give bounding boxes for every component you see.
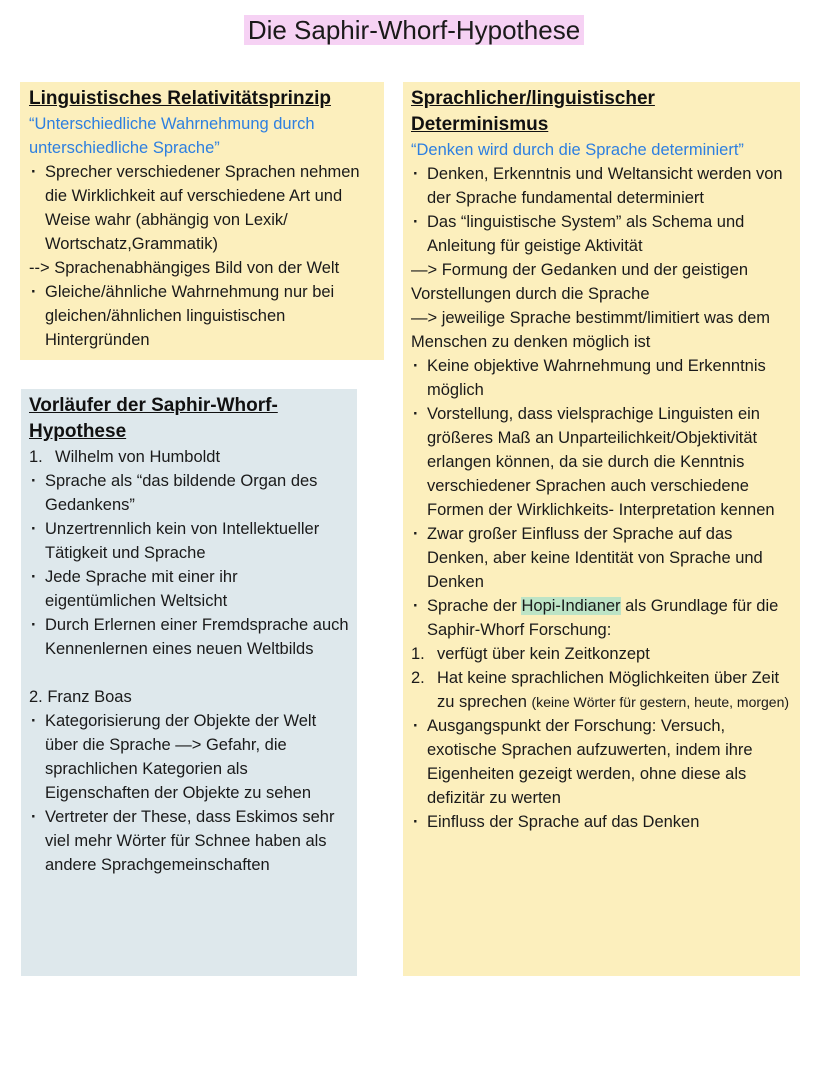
spacer [29,661,351,685]
numbered-item: 2. Franz Boas [29,688,132,706]
list-item [411,594,794,642]
item-text: Hat keine sprachlichen Möglichkeiten über Zeit zu sprechen [437,669,780,711]
determinism-quote: “Denken wird durch die Sprache determiniert” [411,141,744,159]
arrow-note: —> Formung der Gedanken und der geistigen Vorstellungen durch die Sprache [411,261,749,303]
page-title [0,12,828,48]
item-text: verfügt über kein Zeitkonzept [437,645,650,663]
item-text: Wilhelm von Humboldt [55,448,221,466]
list-item: · Vorstellung, dass vielsprachige Linguisten ein größeres Maß an Unparteilichkeit/Objektivität erlangen können, da sie durch die Kenntnis verschiedener Sprachen auch verschiedene Formen der Wirklichkeits- Interpretation kennen [411,402,794,522]
relativity-heading: Linguistisches Relativitätsprinzip [29,88,331,109]
list-item: · Sprache als “das bildende Organ des Gedankens” [29,469,351,517]
box-predecessors [21,389,357,976]
numbered-item [29,445,351,469]
arrow-note: --> Sprachenabhängiges Bild von der Welt [29,259,340,277]
list-item: · Zwar großer Einfluss der Sprache auf das Denken, aber keine Identität von Sprache und Denken [411,522,794,594]
highlight-hopi: Hopi-Indianer [521,597,621,615]
list-item: · Das “linguistische System” als Schema und Anleitung für geistige Aktivität [411,210,794,258]
box-determinism [403,82,800,976]
arrow-note: —> jeweilige Sprache bestimmt/limitiert was dem Menschen zu denken möglich ist [411,309,770,351]
list-item: · Keine objektive Wahrnehmung und Erkenntnis möglich [411,354,794,402]
list-item: · Kategorisierung der Objekte der Welt über die Sprache —> Gefahr, die sprachlichen Kategorien als Eigenschaften der Objekte zu sehen [29,709,351,805]
list-item: · Sprecher verschiedener Sprachen nehmen die Wirklichkeit auf verschiedene Art und Weise wahr (abhängig von Lexik/ Wortschatz,Grammatik) [29,160,378,256]
list-item: · Vertreter der These, dass Eskimos sehr viel mehr Wörter für Schnee haben als andere Sprachgemeinschaften [29,805,351,877]
item-note: (keine Wörter für gestern, heute, morgen) [531,694,790,710]
item-text: Sprache der [427,597,522,615]
box-relativity-principle [20,82,384,360]
list-item: · Denken, Erkenntnis und Weltansicht werden von der Sprache fundamental determiniert [411,162,794,210]
list-item: · Ausgangspunkt der Forschung: Versuch, exotische Sprachen aufzuwerten, indem ihre Eigenheiten gezeigt werden, ohne diese als defizitär zu werten [411,714,794,810]
list-item: · Unzertrennlich kein von Intellektueller Tätigkeit und Sprache [29,517,351,565]
numbered-item [411,666,794,714]
predecessors-heading: Vorläufer der Saphir-Whorf-Hypothese [29,395,278,442]
numbered-item [411,642,794,666]
list-item: · Einfluss der Sprache auf das Denken [411,810,794,834]
item-number: 2. [411,669,425,687]
list-item: · Gleiche/ähnliche Wahrnehmung nur bei gleichen/ähnlichen linguistischen Hintergründen [29,280,378,352]
page-title-text: Die Saphir-Whorf-Hypothese [244,15,584,45]
item-number: 1. [411,645,425,663]
list-item: · Durch Erlernen einer Fremdsprache auch Kennenlernen eines neuen Weltbilds [29,613,351,661]
list-item: · Jede Sprache mit einer ihr eigentümlichen Weltsicht [29,565,351,613]
relativity-quote: “Unterschiedliche Wahrnehmung durch unterschiedliche Sprache” [29,115,315,157]
determinism-heading: Sprachlicher/linguistischer Determinismus [411,88,655,135]
item-text: als Grundlage für die Saphir-Whorf Forschung: [427,597,779,639]
item-number: 1. [29,448,43,466]
